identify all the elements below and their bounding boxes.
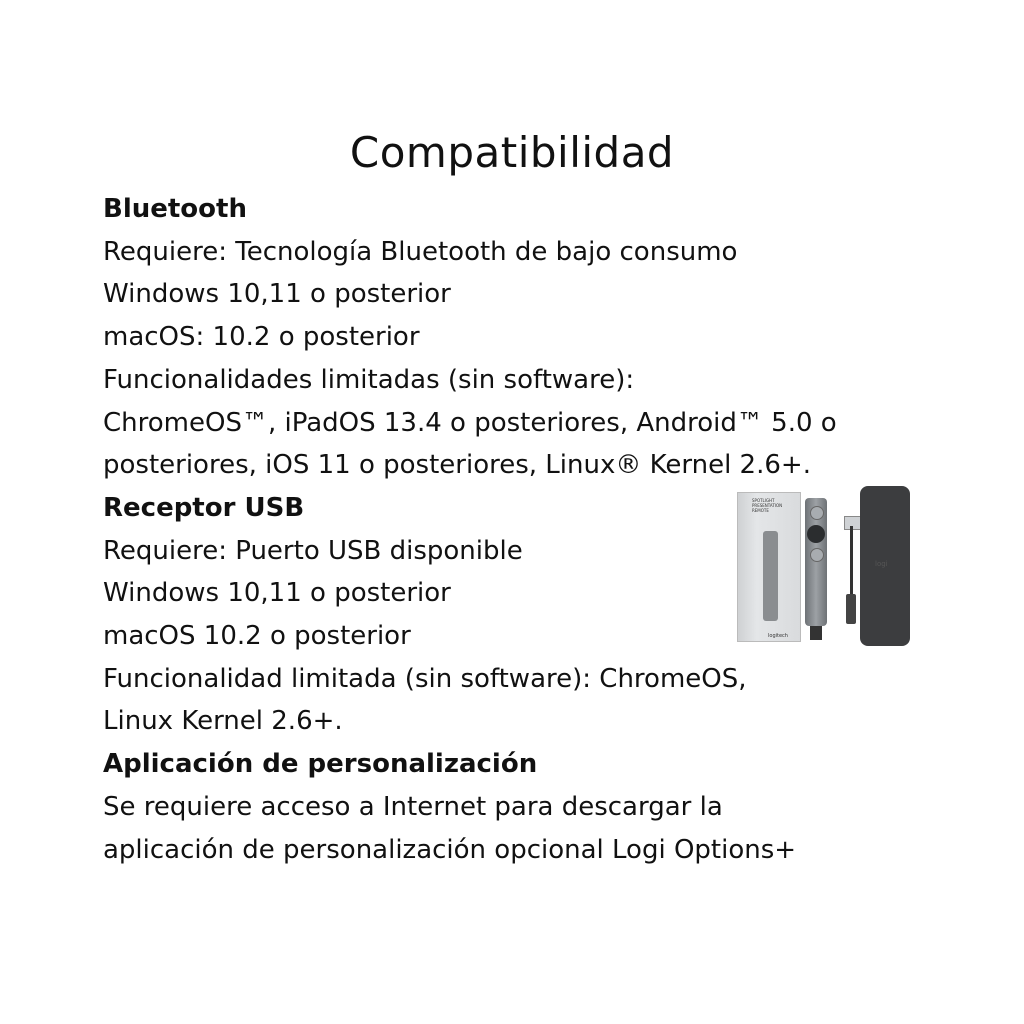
carrying-pouch xyxy=(860,486,910,646)
text-line: Requiere: Puerto USB disponible xyxy=(103,535,523,566)
usb-c-plug xyxy=(846,594,856,624)
text-line: aplicación de personalización opcional Logi Options+ xyxy=(103,834,797,865)
text-line: posteriores, iOS 11 o posteriores, Linux® Kernel 2.6+. xyxy=(103,450,811,481)
text-line: Requiere: Tecnología Bluetooth de bajo consumo xyxy=(103,236,738,267)
text-line: macOS 10.2 o posterior xyxy=(103,621,411,652)
charging-cable xyxy=(850,526,853,596)
text-line: Funcionalidades limitadas (sin software): xyxy=(103,364,635,395)
product-box xyxy=(737,492,801,642)
section-heading-bluetooth: Bluetooth xyxy=(103,194,247,224)
box-brand: logitech xyxy=(768,633,788,639)
usb-receiver-tip xyxy=(810,626,822,640)
back-button-icon xyxy=(810,548,824,562)
presenter-remote xyxy=(805,498,827,626)
text-line: Se requiere acceso a Internet para descargar la xyxy=(103,791,723,822)
section-heading-app: Aplicación de personalización xyxy=(103,749,538,780)
section-heading-usb-receiver: Receptor USB xyxy=(103,492,305,523)
box-label: SPOTLIGHT PRESENTATION REMOTE xyxy=(752,498,783,513)
text-line: Windows 10,11 o posterior xyxy=(103,279,451,310)
text-line: Windows 10,11 o posterior xyxy=(103,578,451,609)
pouch-brand: logi xyxy=(875,560,888,568)
page-title: Compatibilidad xyxy=(349,128,675,177)
box-remote-illustration xyxy=(763,531,778,621)
top-button-icon xyxy=(810,506,824,520)
text-line: macOS: 10.2 o posterior xyxy=(103,322,420,353)
text-line: Linux Kernel 2.6+. xyxy=(103,706,343,737)
text-line: Funcionalidad limitada (sin software): ChromeOS, xyxy=(103,663,747,694)
product-image xyxy=(725,484,915,649)
main-button-icon xyxy=(807,525,825,543)
text-line: ChromeOS™, iPadOS 13.4 o posteriores, Android™ 5.0 o xyxy=(103,407,837,438)
